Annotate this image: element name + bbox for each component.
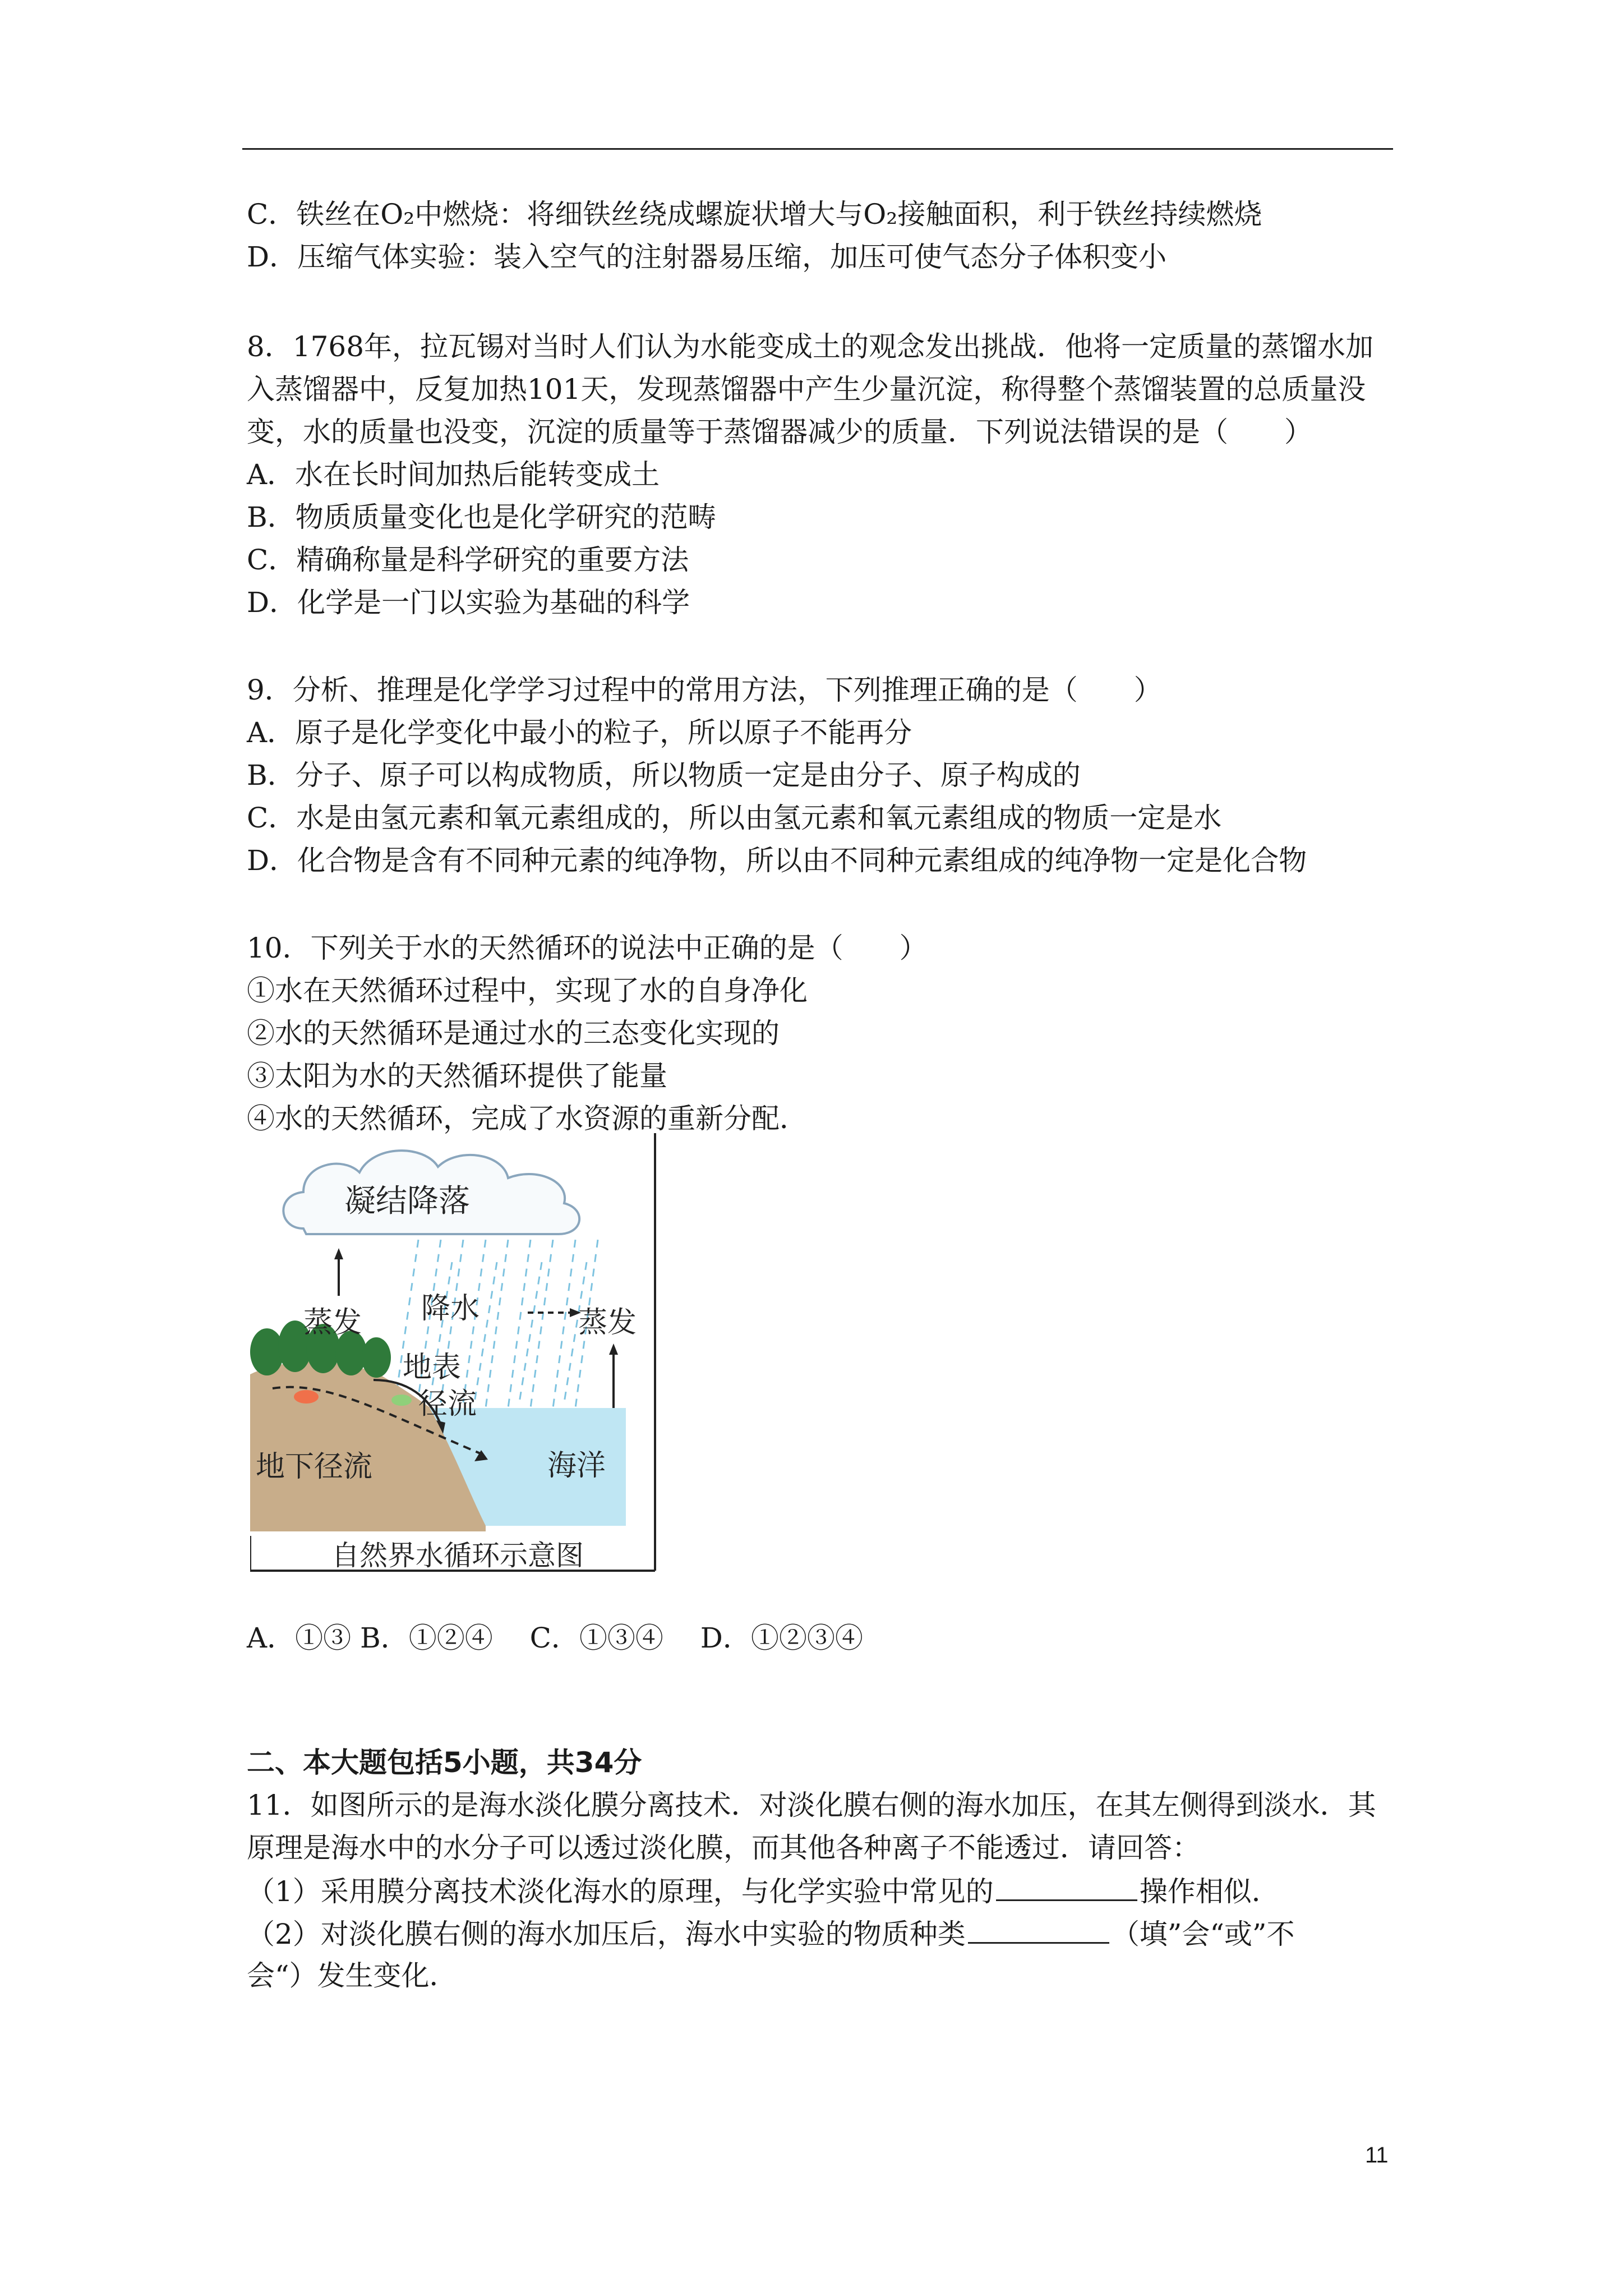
label-condense: 凝结降落 — [344, 1183, 470, 1220]
question-11-part-1-tail: 操作相似． — [1139, 1875, 1280, 1908]
statement-3: ③太阳为水的天然循环提供了能量 — [247, 1060, 667, 1092]
question-10-stem: 10．下列关于水的天然循环的说法中正确的是（ ） — [247, 932, 928, 964]
option-7d: D．压缩气体实验：装入空气的注射器易压缩，加压可使气态分子体积变小 — [247, 241, 1167, 273]
grass-shape — [391, 1395, 412, 1406]
water-cycle-figure — [250, 1133, 665, 1576]
label-evaporate-right: 蒸发 — [578, 1306, 637, 1340]
question-11-stem-2: 原理是海水中的水分子可以透过淡化膜，而其他各种离子不能透过．请回答： — [247, 1832, 1200, 1864]
question-8-stem-3: 变，水的质量也没变，沉淀的质量等于蒸馏器减少的质量．下列说法错误的是（ ） — [247, 416, 1312, 448]
option-9c: C．水是由氢元素和氧元素组成的，所以由氢元素和氧元素组成的物质一定是水 — [247, 802, 1222, 834]
spring-shape — [294, 1390, 319, 1404]
question-11-part-1 — [247, 1874, 1280, 1908]
header-rule — [242, 148, 1393, 150]
question-9-stem: 9．分析、推理是化学学习过程中的常用方法，下列推理正确的是（ ） — [247, 674, 1162, 706]
question-11-part-2-text: （2）对淡化膜右侧的海水加压后，海水中实验的物质种类 — [247, 1918, 966, 1950]
label-surface-runoff-2: 径流 — [418, 1387, 477, 1421]
label-ocean: 海洋 — [547, 1449, 606, 1483]
statement-2: ②水的天然循环是通过水的三态变化实现的 — [247, 1017, 780, 1050]
label-groundwater: 地下径流 — [256, 1450, 373, 1484]
option-8b: B．物质质量变化也是化学研究的范畴 — [247, 501, 716, 533]
question-11-stem-1: 11．如图所示的是海水淡化膜分离技术．对淡化膜右侧的海水加压，在其左侧得到淡水．其 — [247, 1789, 1376, 1821]
option-7c: C．铁丝在O₂中燃烧：将细铁丝绕成螺旋状增大与O₂接触面积，利于铁丝持续燃烧 — [247, 198, 1262, 231]
option-8d: D．化学是一门以实验为基础的科学 — [247, 586, 690, 619]
option-9a: A．原子是化学变化中最小的粒子，所以原子不能再分 — [247, 716, 912, 749]
question-10-options: A．①③ B．①②④ C．①③④ D．①②③④ — [247, 1622, 863, 1654]
label-evaporate-left: 蒸发 — [303, 1306, 362, 1340]
question-11-part-1-text: （1）采用膜分离技术淡化海水的原理，与化学实验中常见的 — [247, 1875, 994, 1908]
question-8-stem-1: 8．1768年，拉瓦锡对当时人们认为水能变成土的观念发出挑战．他将一定质量的蒸馏水加 — [247, 330, 1374, 363]
option-8c: C．精确称量是科学研究的重要方法 — [247, 544, 689, 576]
option-9b: B．分子、原子可以构成物质，所以物质一定是由分子、原子构成的 — [247, 759, 1081, 792]
answer-blank-2[interactable] — [968, 1916, 1109, 1944]
answer-blank-1[interactable] — [996, 1874, 1137, 1901]
statement-1: ①水在天然循环过程中，实现了水的自身净化 — [247, 974, 808, 1007]
section-2-heading: 二、本大题包括5小题，共34分 — [247, 1746, 642, 1779]
question-11-part-2-cont: 会“）发生变化． — [247, 1959, 458, 1992]
option-9d: D．化合物是含有不同种元素的纯净物，所以由不同种元素组成的纯净物一定是化合物 — [247, 844, 1307, 877]
option-8a: A．水在长时间加热后能转变成土 — [247, 458, 660, 491]
question-11-part-2 — [247, 1916, 1295, 1951]
question-8-stem-2: 入蒸馏器中，反复加热101天，发现蒸馏器中产生少量沉淀，称得整个蒸馏装置的总质量没 — [247, 373, 1366, 406]
page-number: 11 — [1365, 2143, 1389, 2168]
question-11-part-2-tail: （填”会“或”不 — [1111, 1918, 1295, 1950]
figure-caption: 自然界水循环示意图 — [331, 1539, 584, 1572]
label-precipitation: 降水 — [421, 1292, 480, 1326]
statement-4: ④水的天然循环，完成了水资源的重新分配． — [247, 1102, 808, 1135]
label-surface-runoff-1: 地表 — [403, 1351, 462, 1384]
